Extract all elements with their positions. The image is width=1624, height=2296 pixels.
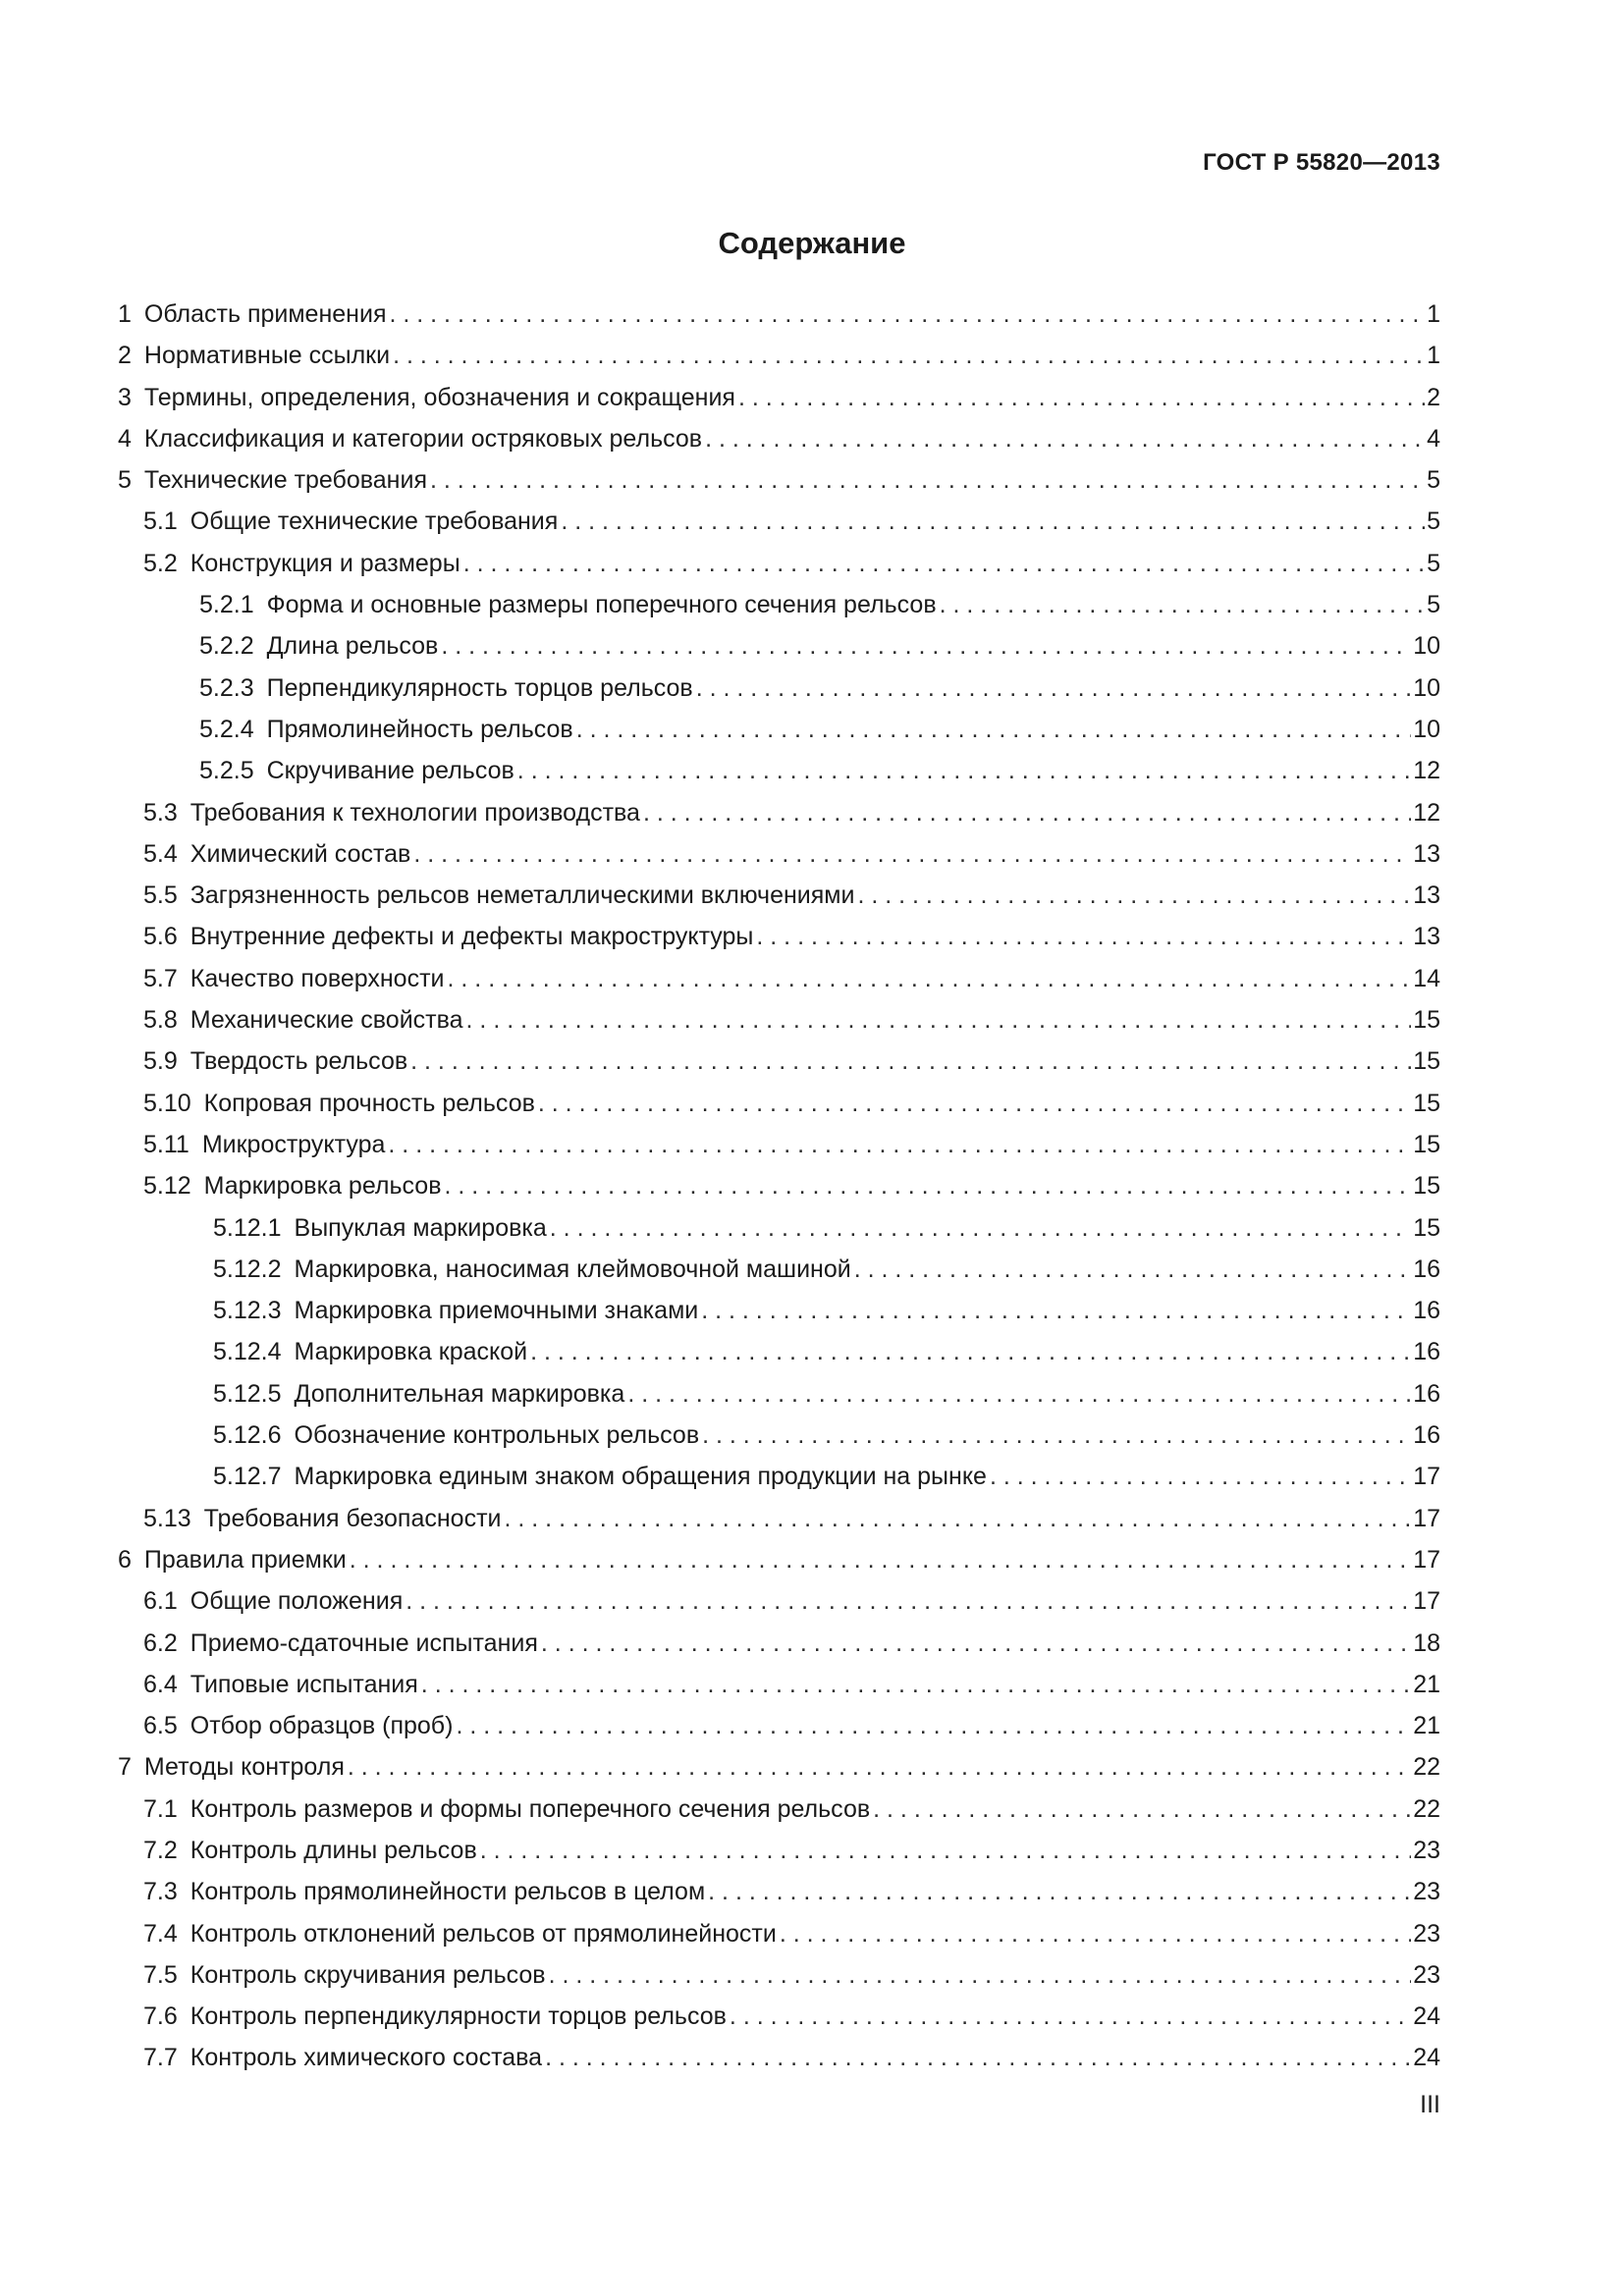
toc-entry: [118, 1830, 1440, 1871]
dot-leader: [854, 1249, 1411, 1290]
dot-leader: [393, 335, 1425, 376]
toc-entry-label: Микроструктура: [201, 1130, 386, 1158]
dot-leader: [738, 377, 1425, 418]
toc-entry-page: 22: [1413, 1794, 1440, 1823]
toc-entry-number: 5.12: [143, 1172, 191, 1201]
toc-entry-page: 14: [1413, 964, 1440, 992]
document-code: ГОСТ Р 55820—2013: [1203, 149, 1440, 176]
dot-leader: [538, 1083, 1411, 1124]
toc-entry: [118, 2037, 1440, 2078]
toc-entry-label: Требования к технологии производства: [189, 798, 640, 827]
toc-entry-number: 5.7: [143, 964, 178, 992]
toc-entry: [118, 875, 1440, 916]
toc-entry-number: 5.12.2: [213, 1255, 282, 1283]
toc-entry-page: 10: [1413, 715, 1440, 743]
toc-entry: [118, 1249, 1440, 1290]
toc-entry: [118, 1996, 1440, 2037]
toc-entry-number: 7.3: [143, 1878, 178, 1906]
toc-entry-number: 5.1: [143, 507, 178, 536]
toc-entry-label: Скручивание рельсов: [266, 757, 514, 785]
toc-entry-label: Требования безопасности: [203, 1504, 502, 1532]
toc-entry: [118, 709, 1440, 750]
toc-entry: [118, 750, 1440, 791]
toc-entry: [118, 1373, 1440, 1415]
toc-entry-page: 23: [1413, 1836, 1440, 1864]
toc-entry-label: Отбор образцов (проб): [189, 1712, 454, 1740]
toc-entry-page: 12: [1413, 798, 1440, 827]
toc-entry-label: Маркировка, наносимая клеймовочной машиной: [294, 1255, 851, 1283]
toc-entry-page: 5: [1427, 549, 1440, 577]
dot-leader: [389, 294, 1425, 335]
toc-entry-number: 5.5: [143, 881, 178, 910]
dot-leader: [456, 1705, 1411, 1746]
toc-entry: [118, 459, 1440, 501]
toc-entry-number: 5: [118, 466, 132, 495]
dot-leader: [410, 1041, 1411, 1082]
toc-entry-page: 13: [1413, 839, 1440, 868]
toc-entry-label: Маркировка единым знаком обращения продукции на рынке: [294, 1463, 987, 1491]
toc-entry-number: 6.4: [143, 1670, 178, 1698]
toc-entry-label: Внутренние дефекты и дефекты макроструктуры: [189, 923, 754, 951]
toc-entry-label: Маркировка приемочными знаками: [294, 1297, 699, 1325]
toc-entry-number: 7.7: [143, 2044, 178, 2072]
toc-entry-page: 13: [1413, 923, 1440, 951]
toc-entry-number: 5.11: [143, 1130, 189, 1158]
toc-entry-label: Загрязненность рельсов неметаллическими включениями: [189, 881, 855, 910]
toc-entry-number: 5.4: [143, 839, 178, 868]
toc-entry-label: Методы контроля: [143, 1753, 345, 1782]
dot-leader: [545, 2037, 1411, 2078]
dot-leader: [441, 625, 1411, 667]
toc-entry-number: 5.6: [143, 923, 178, 951]
toc-entry-page: 15: [1413, 1047, 1440, 1076]
toc-entry-number: 2: [118, 342, 132, 370]
toc-entry: [118, 1165, 1440, 1206]
toc-entry-label: Выпуклая маркировка: [294, 1213, 547, 1242]
toc-entry-number: 5.3: [143, 798, 178, 827]
toc-entry-label: Маркировка краской: [294, 1338, 528, 1366]
toc-entry-label: Контроль прямолинейности рельсов в целом: [189, 1878, 706, 1906]
toc-entry: [118, 1498, 1440, 1539]
dot-leader: [348, 1746, 1411, 1788]
table-of-contents: [118, 294, 1440, 2079]
dot-leader: [627, 1373, 1411, 1415]
toc-entry-label: Технические требования: [143, 466, 427, 495]
toc-entry-number: 5.12.4: [213, 1338, 282, 1366]
toc-entry-label: Нормативные ссылки: [143, 342, 391, 370]
toc-entry-number: 7: [118, 1753, 132, 1782]
toc-entry-page: 15: [1413, 1089, 1440, 1117]
dot-leader: [413, 833, 1411, 875]
toc-entry-number: 5.12.7: [213, 1463, 282, 1491]
toc-entry-number: 3: [118, 383, 132, 411]
toc-entry-page: 23: [1413, 1960, 1440, 1989]
toc-entry-number: 5.12.1: [213, 1213, 282, 1242]
toc-entry-page: 16: [1413, 1379, 1440, 1408]
toc-entry-page: 10: [1413, 632, 1440, 661]
toc-entry: [118, 1623, 1440, 1664]
toc-entry-label: Классификация и категории остряковых рельсов: [143, 424, 703, 453]
toc-entry: [118, 833, 1440, 875]
toc-entry-label: Твердость рельсов: [189, 1047, 408, 1076]
toc-entry: [118, 1539, 1440, 1580]
toc-entry-number: 5.2.3: [199, 673, 254, 702]
toc-entry-label: Копровая прочность рельсов: [203, 1089, 535, 1117]
toc-entry-page: 5: [1427, 466, 1440, 495]
toc-entry-page: 12: [1413, 757, 1440, 785]
dot-leader: [550, 1207, 1411, 1249]
toc-entry: [118, 667, 1440, 709]
toc-entry-label: Прямолинейность рельсов: [266, 715, 573, 743]
toc-entry-page: 18: [1413, 1629, 1440, 1657]
toc-entry: [118, 1415, 1440, 1456]
toc-entry: [118, 543, 1440, 584]
toc-entry-number: 6.2: [143, 1629, 178, 1657]
toc-entry: [118, 1705, 1440, 1746]
dot-leader: [701, 1290, 1411, 1331]
toc-entry: [118, 1913, 1440, 1954]
toc-entry: [118, 625, 1440, 667]
toc-entry: [118, 1664, 1440, 1705]
toc-entry-number: 6.1: [143, 1587, 178, 1616]
toc-entry: [118, 1331, 1440, 1372]
toc-entry-label: Контроль размеров и формы поперечного сечения рельсов: [189, 1794, 871, 1823]
dot-leader: [480, 1830, 1411, 1871]
dot-leader: [430, 459, 1425, 501]
toc-entry-number: 5.13: [143, 1504, 191, 1532]
dot-leader: [406, 1580, 1411, 1622]
toc-entry-number: 4: [118, 424, 132, 453]
dot-leader: [505, 1498, 1412, 1539]
toc-entry-page: 24: [1413, 2044, 1440, 2072]
toc-entry: [118, 584, 1440, 625]
toc-entry-label: Химический состав: [189, 839, 411, 868]
toc-entry-label: Контроль химического состава: [189, 2044, 543, 2072]
dot-leader: [463, 543, 1425, 584]
dot-leader: [730, 1996, 1411, 2037]
dot-leader: [350, 1539, 1411, 1580]
toc-entry: [118, 294, 1440, 335]
toc-entry-label: Контроль скручивания рельсов: [189, 1960, 546, 1989]
toc-entry-page: 15: [1413, 1213, 1440, 1242]
dot-leader: [940, 584, 1425, 625]
toc-entry-number: 7.2: [143, 1836, 178, 1864]
dot-leader: [517, 750, 1411, 791]
toc-entry-label: Перпендикулярность торцов рельсов: [266, 673, 693, 702]
toc-entry: [118, 1083, 1440, 1124]
dot-leader: [780, 1913, 1411, 1954]
toc-entry-label: Качество поверхности: [189, 964, 445, 992]
toc-entry-page: 4: [1427, 424, 1440, 453]
toc-entry-page: 5: [1427, 507, 1440, 536]
dot-leader: [444, 1165, 1411, 1206]
toc-entry-page: 10: [1413, 673, 1440, 702]
toc-entry-page: 16: [1413, 1297, 1440, 1325]
toc-entry-label: Контроль длины рельсов: [189, 1836, 477, 1864]
toc-entry-label: Контроль отклонений рельсов от прямолинейности: [189, 1919, 777, 1948]
toc-entry-number: 5.2: [143, 549, 178, 577]
toc-entry: [118, 418, 1440, 459]
dot-leader: [466, 999, 1412, 1041]
toc-entry-page: 16: [1413, 1255, 1440, 1283]
toc-entry-number: 1: [118, 300, 132, 328]
toc-entry-page: 17: [1413, 1545, 1440, 1574]
toc-entry-number: 7.1: [143, 1794, 178, 1823]
dot-leader: [708, 1871, 1411, 1912]
dot-leader: [549, 1954, 1412, 1996]
dot-leader: [421, 1664, 1411, 1705]
toc-entry-page: 1: [1427, 342, 1440, 370]
toc-entry: [118, 958, 1440, 999]
toc-entry-page: 2: [1427, 383, 1440, 411]
toc-title: Содержание: [718, 226, 906, 260]
toc-entry-label: Типовые испытания: [189, 1670, 418, 1698]
toc-entry-label: Общие положения: [189, 1587, 404, 1616]
dot-leader: [643, 792, 1411, 833]
toc-entry: [118, 1456, 1440, 1497]
toc-entry-number: 5.2.2: [199, 632, 254, 661]
toc-entry: [118, 1871, 1440, 1912]
toc-entry-label: Конструкция и размеры: [189, 549, 460, 577]
dot-leader: [873, 1789, 1411, 1830]
toc-entry-page: 24: [1413, 2002, 1440, 2031]
toc-entry-number: 6: [118, 1545, 132, 1574]
toc-entry-number: 7.6: [143, 2002, 178, 2031]
toc-entry-page: 17: [1413, 1463, 1440, 1491]
toc-entry-number: 7.4: [143, 1919, 178, 1948]
toc-entry-page: 22: [1413, 1753, 1440, 1782]
toc-entry-page: 21: [1413, 1670, 1440, 1698]
toc-entry: [118, 1207, 1440, 1249]
dot-leader: [530, 1331, 1411, 1372]
toc-entry-page: 16: [1413, 1421, 1440, 1450]
toc-entry: [118, 916, 1440, 957]
toc-entry: [118, 377, 1440, 418]
toc-entry-label: Область применения: [143, 300, 387, 328]
dot-leader: [388, 1124, 1411, 1165]
dot-leader: [990, 1456, 1411, 1497]
toc-entry-page: 16: [1413, 1338, 1440, 1366]
toc-entry-label: Дополнительная маркировка: [294, 1379, 625, 1408]
toc-entry-page: 21: [1413, 1712, 1440, 1740]
toc-entry-label: Форма и основные размеры поперечного сечения рельсов: [266, 591, 937, 619]
toc-entry: [118, 501, 1440, 542]
dot-leader: [561, 501, 1425, 542]
toc-entry-number: 7.5: [143, 1960, 178, 1989]
toc-entry-number: 5.8: [143, 1006, 178, 1035]
toc-entry-page: 17: [1413, 1504, 1440, 1532]
dot-leader: [705, 418, 1425, 459]
toc-entry-page: 15: [1413, 1006, 1440, 1035]
page-number: III: [1420, 2091, 1440, 2118]
toc-entry: [118, 1124, 1440, 1165]
toc-entry: [118, 1954, 1440, 1996]
toc-entry: [118, 999, 1440, 1041]
toc-entry-page: 15: [1413, 1172, 1440, 1201]
toc-entry: [118, 1746, 1440, 1788]
toc-entry-page: 23: [1413, 1878, 1440, 1906]
toc-entry-number: 5.9: [143, 1047, 178, 1076]
toc-entry-page: 23: [1413, 1919, 1440, 1948]
toc-entry-page: 15: [1413, 1130, 1440, 1158]
dot-leader: [756, 916, 1411, 957]
toc-entry-label: Обозначение контрольных рельсов: [294, 1421, 700, 1450]
toc-entry-number: 5.12.3: [213, 1297, 282, 1325]
toc-entry-label: Правила приемки: [143, 1545, 347, 1574]
toc-entry-label: Механические свойства: [189, 1006, 463, 1035]
toc-entry-label: Длина рельсов: [266, 632, 439, 661]
toc-entry-page: 1: [1427, 300, 1440, 328]
toc-entry-label: Контроль перпендикулярности торцов рельсов: [189, 2002, 727, 2031]
dot-leader: [541, 1623, 1411, 1664]
dot-leader: [696, 667, 1411, 709]
toc-entry: [118, 1290, 1440, 1331]
toc-entry: [118, 1580, 1440, 1622]
toc-entry: [118, 335, 1440, 376]
toc-entry-number: 6.5: [143, 1712, 178, 1740]
toc-entry-number: 5.2.1: [199, 591, 254, 619]
toc-entry: [118, 1789, 1440, 1830]
toc-entry-number: 5.12.5: [213, 1379, 282, 1408]
dot-leader: [576, 709, 1411, 750]
toc-entry-number: 5.2.5: [199, 757, 254, 785]
toc-entry-number: 5.12.6: [213, 1421, 282, 1450]
toc-entry: [118, 792, 1440, 833]
toc-entry-label: Приемо-сдаточные испытания: [189, 1629, 538, 1657]
toc-entry-page: 13: [1413, 881, 1440, 910]
toc-entry-label: Термины, определения, обозначения и сокращения: [143, 383, 735, 411]
toc-entry-label: Общие технические требования: [189, 507, 559, 536]
dot-leader: [857, 875, 1411, 916]
toc-entry-number: 5.10: [143, 1089, 191, 1117]
dot-leader: [702, 1415, 1411, 1456]
toc-entry-label: Маркировка рельсов: [203, 1172, 442, 1201]
toc-entry-number: 5.2.4: [199, 715, 254, 743]
toc-entry: [118, 1041, 1440, 1082]
dot-leader: [448, 958, 1412, 999]
toc-entry-page: 17: [1413, 1587, 1440, 1616]
toc-entry-page: 5: [1427, 591, 1440, 619]
